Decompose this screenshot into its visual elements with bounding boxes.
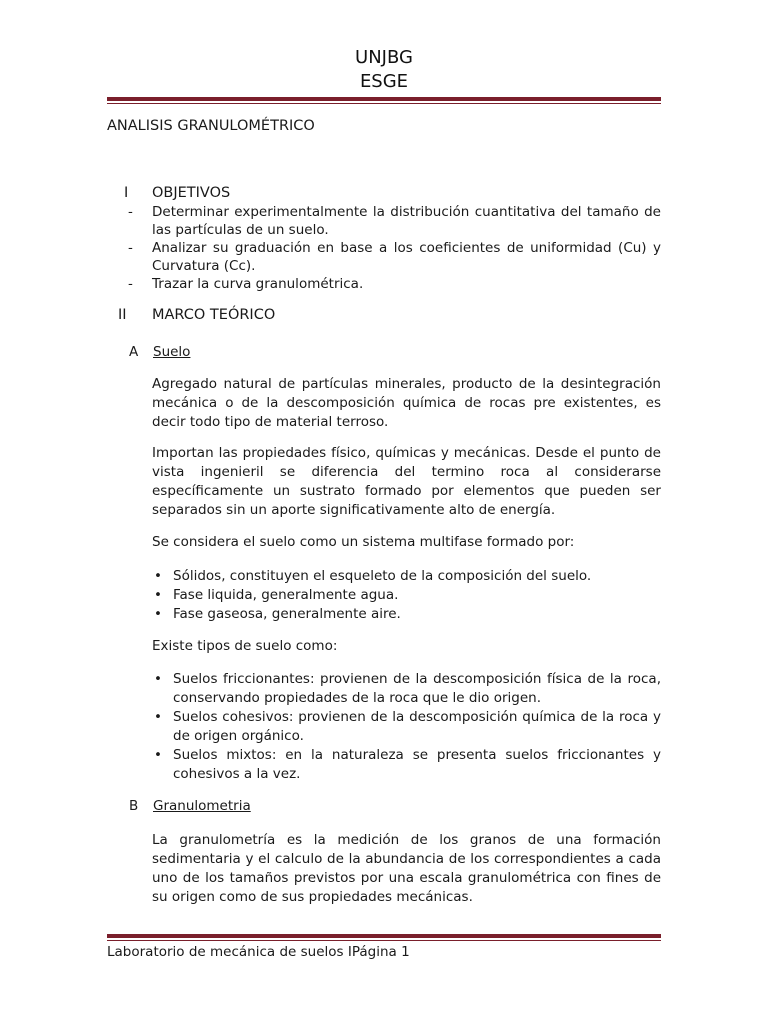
subsection-a-heading [129,344,190,360]
list-item: • Fase gaseosa, generalmente aire. [154,606,401,622]
list-item: • Suelos mixtos: en la naturaleza se presenta suelos friccionantes y cohesivos a la vez. [154,747,661,782]
soil-type-list [152,670,661,784]
subsection-b-heading [129,798,251,814]
objective-item [128,203,661,239]
header-line-2: ESGE [359,71,409,92]
subsection-b-title: Granulometria [153,798,251,814]
dash-mark: - [128,204,133,220]
bullet-icon: • [154,709,162,725]
bullet-icon: • [154,568,162,584]
section-1-number: I [124,185,129,201]
paragraph: Se considera el suelo como un sistema multifase formado por: [152,534,575,550]
bullet-icon: • [154,671,162,687]
section-2-title: MARCO TEÓRICO [152,307,276,323]
list-item: • Suelos friccionantes: provienen de la descomposición física de la roca, conservando propiedades de la roca que le dio origen. [154,671,661,706]
objective-text: Analizar su graduación en base a los coeficientes de uniformidad (Cu) y Curvatura (Cc). [152,240,661,274]
bullet-icon: • [154,606,162,622]
subsection-b-letter: B [129,798,139,814]
objective-text: Trazar la curva granulométrica. [152,276,364,292]
dash-mark: - [128,276,133,292]
header-rule [107,97,661,104]
paragraph: Existe tipos de suelo como: [152,638,338,654]
dash-mark: - [128,240,133,256]
header-line-1: UNJBG [355,47,413,68]
list-item: • Sólidos, constituyen el esqueleto de la composición del suelo. [154,568,592,584]
paragraph: La granulometría es la medición de los granos de una formación sedimentaria y el calculo de la abundancia de los correspondientes a cada uno de los tamaños previstos por una escala granulométrica con fines de su origen como de sus propiedades mecánicas. [152,832,661,905]
objective-item [128,239,661,275]
list-item: • Fase liquida, generalmente agua. [154,587,399,603]
list-item: • Suelos cohesivos: provienen de la descomposición química de la roca y de origen orgánico. [154,709,661,744]
document-title: ANALISIS GRANULOMÉTRICO [107,118,315,134]
subsection-a-letter: A [129,344,139,360]
section-2-number: II [118,307,127,323]
page-footer: Laboratorio de mecánica de suelos IPágina 1 [107,944,410,960]
subsection-a-title: Suelo [153,344,191,360]
objective-item [128,275,661,293]
paragraph: Agregado natural de partículas minerales, producto de la desintegración mecánica o de la descomposición química de rocas pre existentes, es decir todo tipo de material terroso. [152,376,661,430]
footer-rule [107,934,661,941]
section-1-title: OBJETIVOS [152,185,231,201]
paragraph: Importan las propiedades físico, químicas y mecánicas. Desde el punto de vista ingenieril se diferencia del termino roca al considerarse específicamente un sustrato formado por elementos que pueden ser separados sin un aporte significativamente alto de energía. [152,445,661,518]
phase-list [152,567,661,624]
objective-text: Determinar experimentalmente la distribución cuantitativa del tamaño de las partículas de un suelo. [152,204,661,238]
bullet-icon: • [154,587,162,603]
bullet-icon: • [154,747,162,763]
